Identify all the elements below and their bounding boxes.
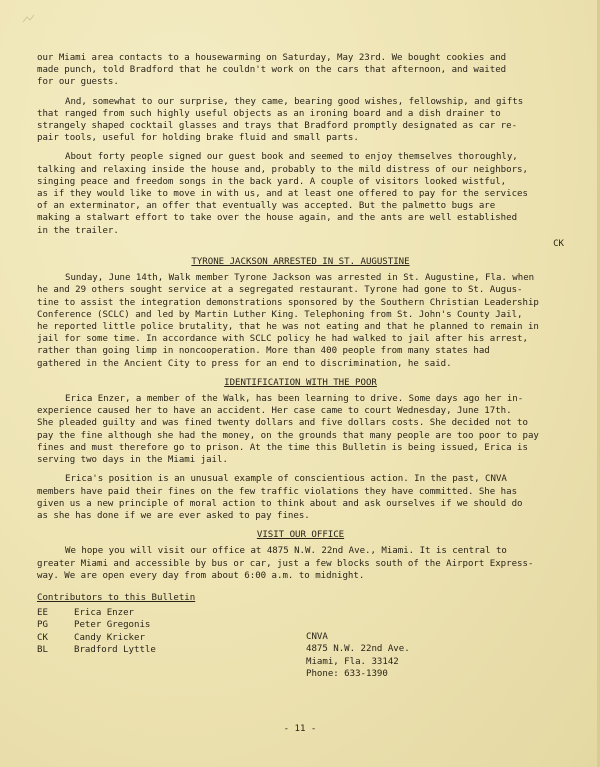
corner-mark-icon (22, 14, 38, 24)
address-street: 4875 N.W. 22nd Ave. (306, 644, 410, 655)
paragraph-housewarming-2: And, somewhat to our surprise, they came, bearing good wishes, fellowship, and gifts that ranged from such highly useful objects as an ironing board and a dish drainer to strangely shaped cocktail glasses and trays that Bradford promptly designated as car re- pair tools, useful for holding brake fluid and small parts. (37, 96, 524, 144)
paragraph-jackson: Sunday, June 14th, Walk member Tyrone Jackson was arrested in St. Augustine, Fla. when he and 29 others sought service at a segregated restaurant. Tyrone had gone to St. Augus- tine to assist the integration demonstrations sponsored by the Southern Christian Leadership Conference (SCLC) and led by Martin Luther King. Telephoning from St. John's County Jail, he reported little police brutality, that he was not eating and that he planned to remain in jail for some time. In accordance with SCLC policy he had walked to jail after his arrest, rather than going limp in noncooperation. More than 400 people from many states had gathered in the Ancient City to press for an end to discrimination, he said. (37, 273, 539, 369)
address-org: CNVA (306, 632, 328, 643)
document-body (37, 52, 564, 679)
author-signature: CK (553, 238, 564, 249)
paragraph-poor-1: Erica Enzer, a member of the Walk, has been learning to drive. Some days ago her in- experience caused her to have an accident. Her case came to court Wednesday, June 17th. She pleaded guilty and was fined twenty dollars and five dollars costs. She decided not to pay the fine although she had the money, on the grounds that many people are too poor to pay fines and must therefore go to prison. At the time this Bulletin is being issued, Erica is serving two days in the Miami jail. (37, 394, 539, 466)
section-heading-poor: IDENTIFICATION WITH THE POOR (224, 377, 377, 388)
contributor-name: Peter Gregonis (74, 620, 151, 631)
contributor-initials: EE (37, 608, 48, 619)
paragraph-office: We hope you will visit our office at 4875 N.W. 22nd Ave., Miami. It is central to greater Miami and accessible by bus or car, just a few blocks south of the Airport Express- way. We are open every day from about 6:00 a.m. to midnight. (37, 546, 534, 581)
address-city: Miami, Fla. 33142 (306, 656, 399, 667)
contributors-block (37, 607, 564, 679)
contributor-name: Bradford Lyttle (74, 644, 156, 655)
contributor-initials: BL (37, 644, 48, 655)
list-item (37, 619, 156, 631)
contributor-initials: CK (37, 632, 48, 643)
section-heading-jackson: TYRONE JACKSON ARRESTED IN ST. AUGUSTINE (191, 257, 410, 268)
page-number: - 11 - (283, 724, 317, 734)
contributor-name: Candy Kricker (74, 632, 145, 643)
paragraph-housewarming-3: About forty people signed our guest book and seemed to enjoy themselves thoroughly, talking and relaxing inside the house and, probably to the mild distress of our neighbors, singing peace and freedom songs in the back yard. A couple of visitors looked wistful, as if they would like to move in with us, and at least one offered to pay for the services of an exterminator, an offer that eventually was accepted. But the palmetto bugs are making a stalwart effort to take over the house again, and the ants are well established in the trailer. (37, 152, 528, 236)
contributor-initials: PG (37, 620, 48, 631)
list-item (37, 644, 156, 656)
office-address (306, 631, 410, 680)
contributors-list (37, 607, 156, 656)
paragraph-poor-2: Erica's position is an unusual example of conscientious action. In the past, CNVA members have paid their fines on the few traffic violations they have committed. She has given us a new principle of moral action to think about and ask ourselves if we should do as she has done if we are ever asked to pay fines. (37, 474, 523, 521)
paragraph-housewarming-1: our Miami area contacts to a housewarming on Saturday, May 23rd. We bought cookies and made punch, told Bradford that he couldn't work on the cars that afternoon, and waited for our guests. (37, 53, 507, 88)
list-item (37, 632, 156, 644)
contributors-heading: Contributors to this Bulletin (37, 592, 196, 603)
contributor-name: Erica Enzer (74, 608, 135, 619)
address-phone: Phone: 633-1390 (306, 668, 388, 679)
section-heading-office: VISIT OUR OFFICE (256, 530, 345, 541)
list-item (37, 607, 156, 619)
